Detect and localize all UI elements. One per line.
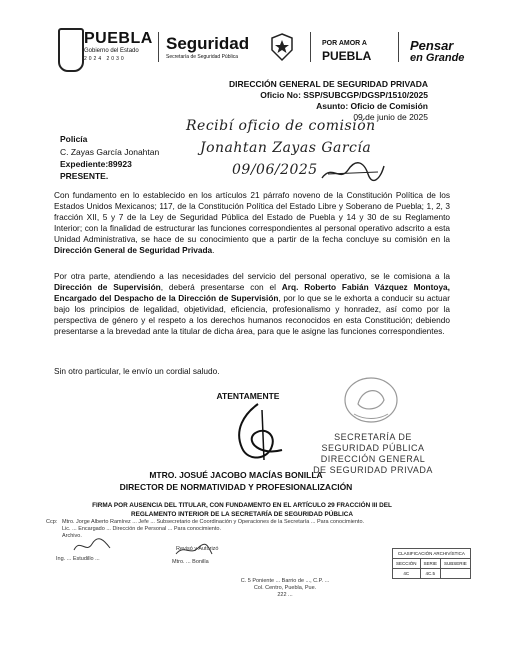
classification-header-serie: SERIE — [420, 559, 441, 569]
initials-signature-icon — [70, 536, 114, 556]
classification-value-serie: 4C.5 — [420, 569, 441, 579]
atentamente-label: ATENTAMENTE — [216, 391, 280, 401]
stamp-line-2: SEGURIDAD PÚBLICA — [321, 443, 425, 453]
ccp-line-3: Archivo. — [62, 533, 82, 539]
seguridad-logo-subtitle: Secretaría de Seguridad Pública — [166, 54, 238, 60]
firma-ausencia-line-1: FIRMA POR AUSENCIA DEL TITULAR, CON FUNDAMENTO EN EL ARTÍCULO 29 FRACCIÓN III DEL — [92, 502, 392, 509]
body-closing: Sin otro particular, le envío un cordial saludo. — [54, 366, 220, 376]
left-signature-name: Ing. ... Estudillo ... — [56, 556, 100, 562]
classification-table — [392, 548, 471, 579]
pensar-logo-line2: en Grande — [410, 52, 465, 64]
handwritten-name-line: Jonahtan Zayas García — [200, 140, 372, 156]
puebla-shield-icon — [58, 28, 84, 72]
classification-header-subserie: SUBSERIE — [441, 559, 471, 569]
signer-title: DIRECTOR DE NORMATIVIDAD Y PROFESIONALIZACIÓN — [119, 482, 353, 492]
mexico-eagle-seal-icon — [340, 374, 402, 426]
header-divider — [158, 32, 159, 62]
puebla-logo-subtitle: Gobierno del Estado — [84, 48, 139, 54]
recipient-cargo: Policía — [60, 134, 88, 144]
ccp-label: Ccp: — [46, 519, 58, 525]
reviewer-name: Mtro. ... Bonilla — [172, 559, 209, 565]
classification-value-seccion: 4C — [393, 569, 421, 579]
ccp-line-1: Mtro. Jorge Alberto Ramírez ... Jefe ... Subsecretario de Coordinación y Operaciones de la Secretaría ... Para conocimiento. — [62, 519, 365, 525]
footer-address-3: 222 ... — [277, 592, 293, 598]
seguridad-logo-word: Seguridad — [166, 34, 250, 53]
header-divider — [310, 32, 311, 62]
office-asunto: Asunto: Oficio de Comisión — [316, 101, 428, 111]
footer-address-1: C. 5 Poniente ... Barrio de ..., C.P. ... — [240, 578, 330, 584]
stamp-line-4: DE SEGURIDAD PRIVADA — [313, 465, 433, 475]
footer-address-2: Col. Centro, Puebla, Pue. — [253, 585, 317, 591]
recipient-name: C. Zayas García Jonahtan — [60, 147, 160, 157]
recipient-presente: PRESENTE. — [60, 171, 109, 181]
header-divider — [398, 32, 399, 62]
body-paragraph-2: Por otra parte, atendiendo a las necesidades del servicio del personal operativo, se le comisiona a la Dirección de Supervisión, deberá presentarse con el Arq. Roberto Fabián Vázquez Montoya, Encargado del Despacho de la Dirección de Supervisión, por lo que se le exhorta a conducir su actuar bajo los principios de legalidad, objetividad, eficiencia, profesionalismo y honradez, así como por la perspectiva de género y el respeto a los derechos humanos reconocidos en esta Constitución; debiendo presentarse a la brevedad ante la titular de dicha área, para que le asigne las funciones correspondientes. — [54, 271, 450, 336]
signer-name: MTRO. JOSUÉ JACOBO MACÍAS BONILLA — [149, 470, 323, 480]
ccp-line-2: Lic. ... Encargado ... Dirección de Personal ... Para conocimiento. — [62, 526, 221, 532]
stamp-line-3: DIRECCIÓN GENERAL — [320, 454, 426, 464]
office-fecha: 09 de junio de 2025 — [353, 112, 428, 122]
poramor-logo-line1: POR AMOR A — [322, 40, 367, 47]
office-oficio: Oficio No: SSP/SUBCGP/DGSP/1510/2025 — [260, 90, 428, 100]
police-star-icon — [270, 32, 294, 62]
poramor-logo-line2: PUEBLA — [322, 49, 372, 63]
puebla-logo-word: PUEBLA — [84, 30, 153, 47]
stamp-line-1: SECRETARÍA DE — [334, 432, 412, 442]
recipient-expediente: Expediente:89923 — [60, 159, 132, 169]
classification-title: CLASIFICACIÓN ARCHIVÍSTICA — [393, 549, 471, 559]
body-paragraph-1: Con fundamento en lo establecido en los artículos 21 párrafo noveno de la Constitución Política de los Estados Unidos Mexicanos; 117, de la Constitución Política del Estado Libre y Soberano de Puebla; 1, 2, 3 fracción XII, 5 y 7 de la Ley de Seguridad Pública del Estado de Puebla y 14 y 30 de su Reglamento Interior; con la finalidad de estructurar las funciones correspondientes al personal operativo adscrito a esta Unidad Administrativa, se hace de su conocimiento que a partir de la fecha concluye su comisión en la Dirección General de Seguridad Privada. — [54, 190, 450, 255]
handwritten-date-line: 09/06/2025 — [232, 162, 318, 178]
office-direccion: DIRECCIÓN GENERAL DE SEGURIDAD PRIVADA — [229, 79, 428, 89]
classification-header-seccion: SECCIÓN — [393, 559, 421, 569]
official-signature-icon — [224, 400, 294, 468]
puebla-logo-years: 2024 2030 — [84, 56, 126, 62]
firma-ausencia-line-2: REGLAMENTO INTERIOR DE LA SECRETARÍA DE SEGURIDAD PÚBLICA — [131, 511, 353, 518]
handwritten-signature-icon — [318, 160, 388, 184]
reviewer-label: Revisó y Autorizó — [176, 546, 219, 552]
pensar-logo-line1: Pensar — [410, 38, 454, 53]
classification-value-subserie — [441, 569, 471, 579]
handwritten-receipt-line: Recibí oficio de comisión — [186, 118, 376, 134]
